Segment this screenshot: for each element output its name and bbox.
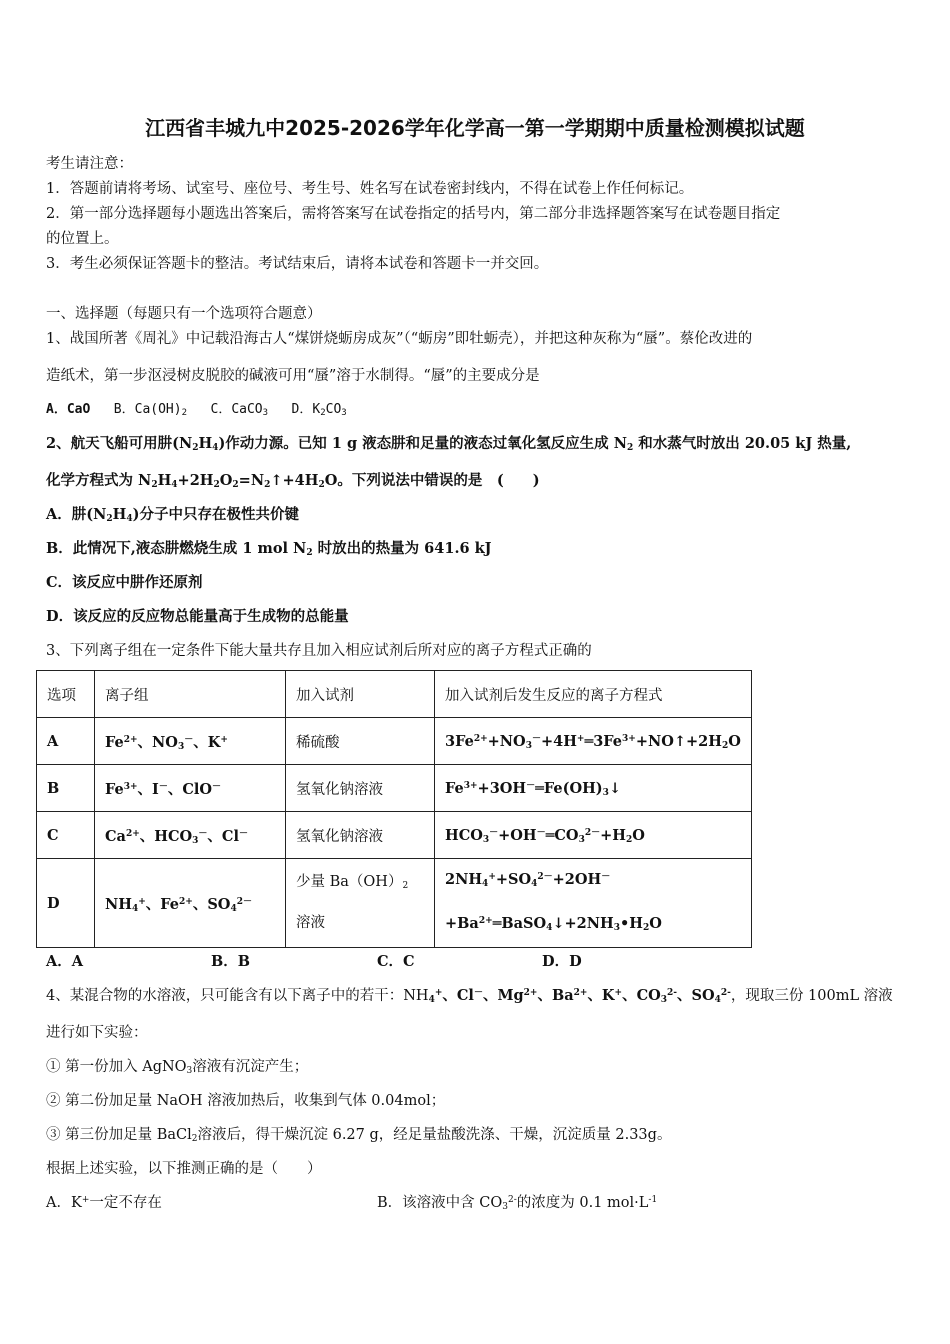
table-row [37,765,752,812]
notice-item-3: 3．考生必须保证答题卡的整洁。考试结束后，请将本试卷和答题卡一并交回。 [46,256,549,272]
equation-cell: $HCO_3^-+OH^-═CO_3^{2-}+H_2O$ [435,812,752,859]
reagent-cell: 稀硫酸 [286,718,435,765]
notice-heading: 考生请注意： [46,156,133,172]
header-option: 选项 [37,671,95,718]
q3-table [36,670,752,948]
page-title: 江西省丰城九中2025-2026学年化学高一第一学期期中质量检测模拟试题 [145,116,805,140]
q1-stem-line1: 1、战国所著《周礼》中记载沿海古人“煤饼烧蛎房成灰”（“蛎房”即牡蛎壳），并把这种灰称为“蜃”。蔡伦改进的 [46,331,753,347]
row-letter: C [37,812,95,859]
section-heading: 一、选择题（每题只有一个选项符合题意） [46,306,322,322]
q4-ask: 根据上述实验，以下推测正确的是（ ） [46,1161,322,1177]
q1-option-a[interactable]: A．CaO [46,402,91,417]
header-reagent: 加入试剂 [286,671,435,718]
q4-step-3: ③ 第三份加足量 BaCl$_2$溶液后，得干燥沉淀 6.27 g，经足量盐酸洗涤、干燥，沉淀质量 2.33g。 [46,1127,672,1144]
equation-cell: $Fe^{3+}+3OH^-═Fe(OH)_3↓$ [435,765,752,812]
q1-option-c[interactable]: C．CaCO$_3$ [210,402,269,418]
q3-option-c[interactable]: C．C [377,953,415,970]
reagent-cell: 氢氧化钠溶液 [286,765,435,812]
q2-option-d[interactable]: D．该反应的反应物总能量高于生成物的总能量 [46,608,349,625]
q2-stem-line2: 化学方程式为 $N_2H_4+2H_2O_2=N_2↑+4H_2O$。下列说法中错误的是 ( ) [46,472,540,490]
q1-stem-line2: 造纸术，第一步沤浸树皮脱胶的碱液可用“蜃”溶于水制得。“蜃”的主要成分是 [46,368,540,384]
q3-option-d[interactable]: D．D [542,953,582,970]
q4-option-a[interactable]: A．K+一定不存在 [46,1195,162,1211]
q2-option-b[interactable]: B．此情况下,液态肼燃烧生成 1 mol $N_2$ 时放出的热量为 641.6 kJ [46,540,492,558]
q4-option-b[interactable]: B．该溶液中含 $CO_3^{2-}$的浓度为 0.1 $mol\cdot L^{-1}$ [377,1195,658,1212]
ion-group-cell: $Ca^{2+}$、$HCO_3^-$、Cl－ [95,812,286,859]
q3-option-b[interactable]: B．B [211,953,251,970]
reagent-cell: 少量 $Ba(OH)_2$ 溶液 [286,859,435,948]
q4-stem-line2: 进行如下实验： [46,1025,148,1041]
notice-item-2: 2．第一部分选择题每小题选出答案后，需将答案写在试卷指定的括号内，第二部分非选择题答案写在试卷题目指定 [46,206,781,222]
ion-group-cell: $Fe^{2+}$、$NO_3^-$、K+ [95,718,286,765]
q2-option-a[interactable]: A．肼$(N_2H_4)$分子中只存在极性共价键 [46,506,299,524]
equation-cell: $3Fe^{2+}+NO_3^-+4H^+═3Fe^{3+}+NO↑+2H_2O$ [435,718,752,765]
q2-stem-line1: 2、航天飞船可用肼$(N_2H_4)$作动力源。已知 1 g 液态肼和足量的液态过氧化氢反应生成 $N_2$ 和水蒸气时放出 20.05 kJ 热量, [46,435,852,453]
q2-option-c[interactable]: C．该反应中肼作还原剂 [46,574,203,591]
q1-option-b[interactable]: B．$Ca(OH)_2$ [113,402,188,418]
ion-group-cell: $Fe^{3+}$、I－、ClO－ [95,765,286,812]
notice-item-1: 1．答题前请将考场、试室号、座位号、考生号、姓名写在试卷密封线内，不得在试卷上作任何标记。 [46,181,694,197]
header-ion-group: 离子组 [95,671,286,718]
row-letter: A [37,718,95,765]
row-letter: B [37,765,95,812]
q3-stem: 3、下列离子组在一定条件下能大量共存且加入相应试剂后所对应的离子方程式正确的 [46,643,592,659]
header-equation: 加入试剂后发生反应的离子方程式 [435,671,752,718]
equation-cell: $2NH_4^++SO_4^{2-}+2OH^-$ $+Ba^{2+}═BaSO_4↓+2NH_3•H_2O$ [435,859,752,948]
q4-step-1: ① 第一份加入 AgNO$_3$溶液有沉淀产生； [46,1059,309,1076]
q1-options [46,398,347,418]
q4-step-2: ② 第二份加足量 NaOH 溶液加热后，收集到气体 0.04mol； [46,1093,446,1109]
q4-stem-line1: 4、某混合物的水溶液，只可能含有以下离子中的若干：$NH_4^+$、Cl－、$Mg^{2+}$、$Ba^{2+}$、K+、$CO_3^{2-}$、$SO_4^{2-}$，现取三份 100mL 溶液 [46,987,893,1005]
row-letter: D [37,859,95,948]
q1-option-d[interactable]: D．$K_2CO_3$ [291,402,347,418]
table-row [37,718,752,765]
table-header-row [37,671,752,718]
q3-option-a[interactable]: A．A [46,953,84,970]
reagent-cell: 氢氧化钠溶液 [286,812,435,859]
notice-item-2-cont: 的位置上。 [46,231,119,247]
table-row [37,859,752,948]
table-row [37,812,752,859]
ion-group-cell: $NH_4^+$、$Fe^{2+}$、$SO_4^{2-}$ [95,859,286,948]
